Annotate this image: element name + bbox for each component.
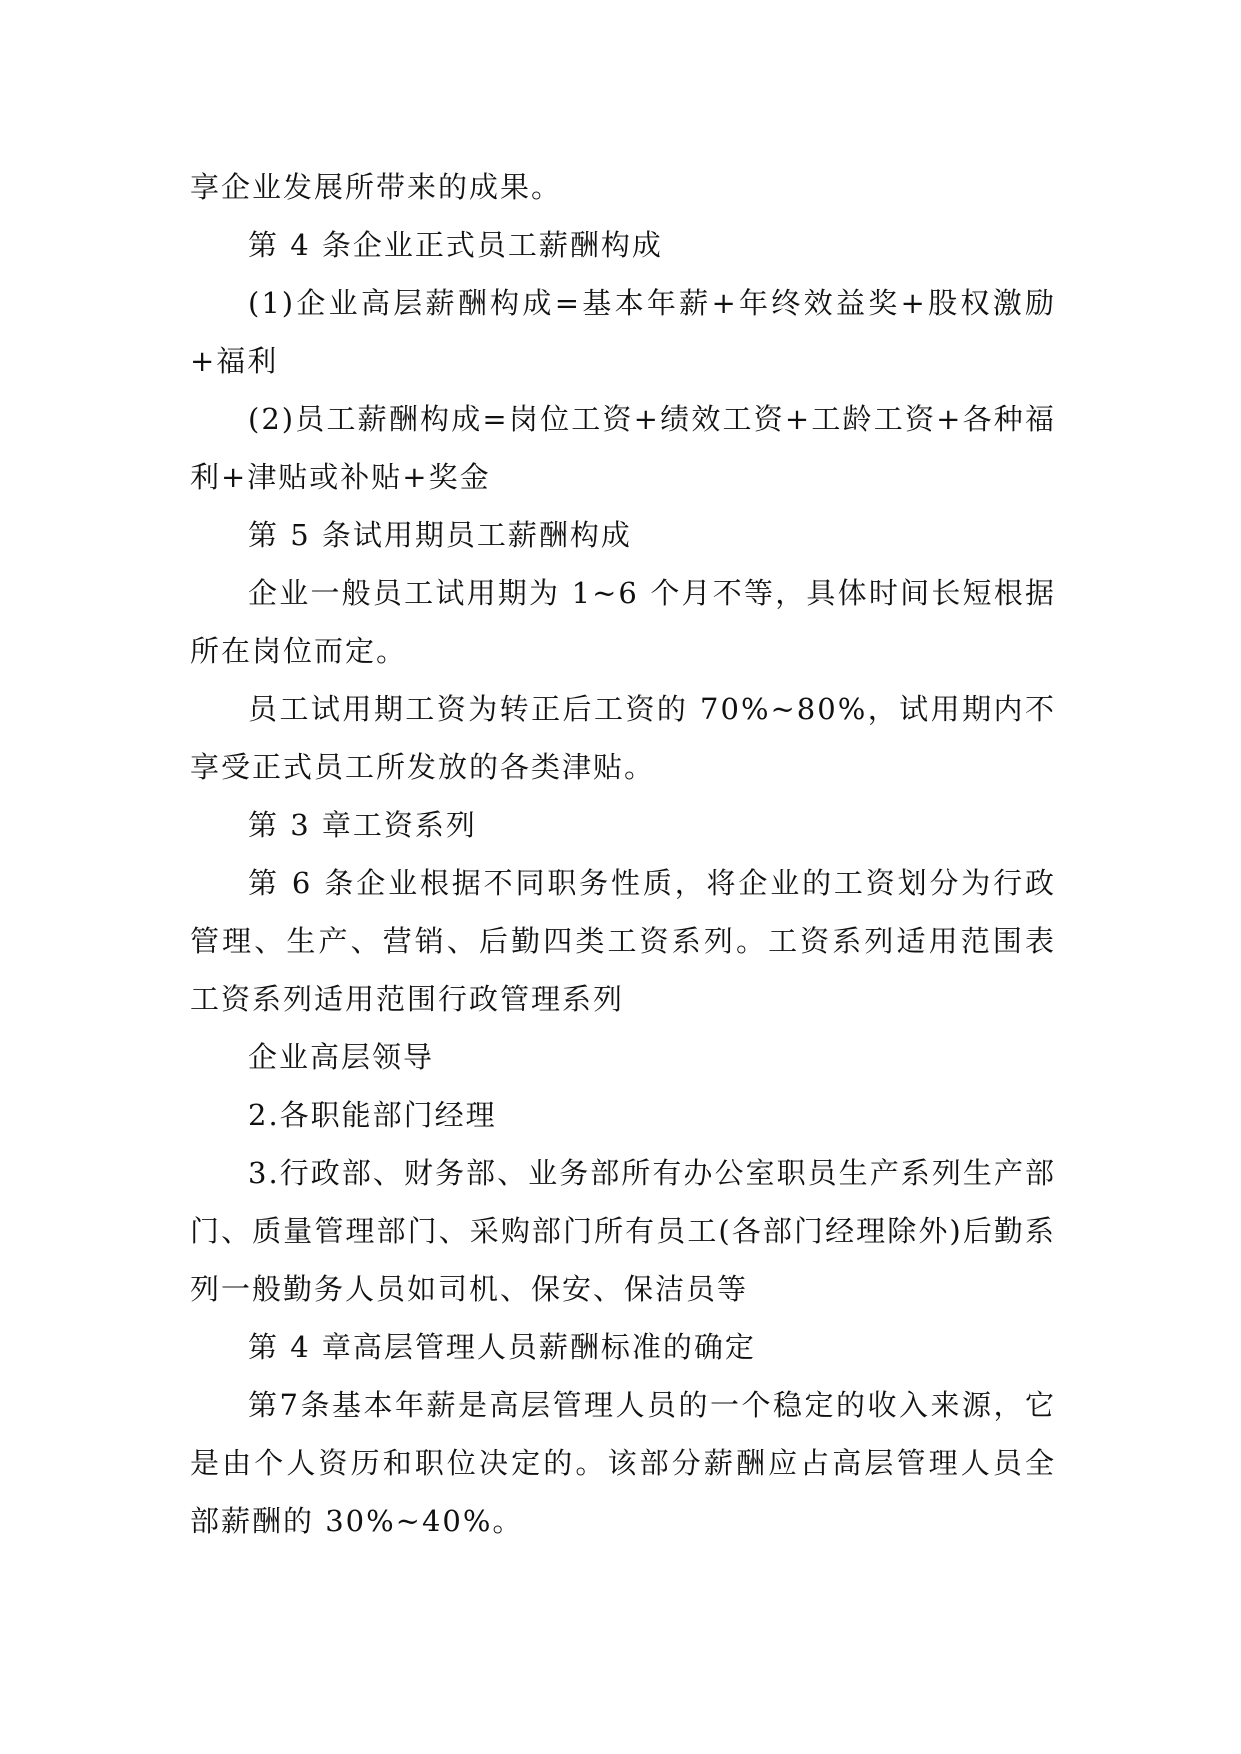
probation-wage-text: 员工试用期工资为转正后工资的 70%~80%，试用期内不享受正式员工所发放的各类津贴。 bbox=[190, 692, 1056, 784]
document-body bbox=[190, 158, 1056, 1550]
paragraph-continuation: 享企业发展所带来的成果。 bbox=[190, 170, 563, 204]
article-6-text: 第 6 条企业根据不同职务性质，将企业的工资划分为行政管理、生产、营销、后勤四类工资系列。工资系列适用范围表工资系列适用范围行政管理系列 bbox=[190, 866, 1056, 1016]
chapter-4-heading: 第 4 章高层管理人员薪酬标准的确定 bbox=[248, 1330, 756, 1364]
list-item-department-managers: 2.各职能部门经理 bbox=[248, 1098, 497, 1132]
probation-period-text: 企业一般员工试用期为 1~6 个月不等，具体时间长短根据所在岗位而定。 bbox=[190, 576, 1056, 668]
article-7-text: 第7条基本年薪是高层管理人员的一个稳定的收入来源，它是由个人资历和职位决定的。该部分薪酬应占高层管理人员全部薪酬的 30%~40%。 bbox=[190, 1388, 1056, 1538]
chapter-3-heading: 第 3 章工资系列 bbox=[248, 808, 477, 842]
article-5-heading: 第 5 条试用期员工薪酬构成 bbox=[248, 518, 632, 552]
list-item-office-staff: 3.行政部、财务部、业务部所有办公室职员生产系列生产部门、质量管理部门、采购部门所有员工(各部门经理除外)后勤系列一般勤务人员如司机、保安、保洁员等 bbox=[190, 1156, 1056, 1306]
list-item-senior-leaders: 企业高层领导 bbox=[248, 1040, 435, 1074]
employee-pay-structure: (2)员工薪酬构成=岗位工资+绩效工资+工龄工资+各种福利+津贴或补贴+奖金 bbox=[190, 402, 1056, 494]
senior-pay-structure: (1)企业高层薪酬构成=基本年薪+年终效益奖+股权激励+福利 bbox=[190, 286, 1056, 378]
article-4-heading: 第 4 条企业正式员工薪酬构成 bbox=[248, 228, 663, 262]
